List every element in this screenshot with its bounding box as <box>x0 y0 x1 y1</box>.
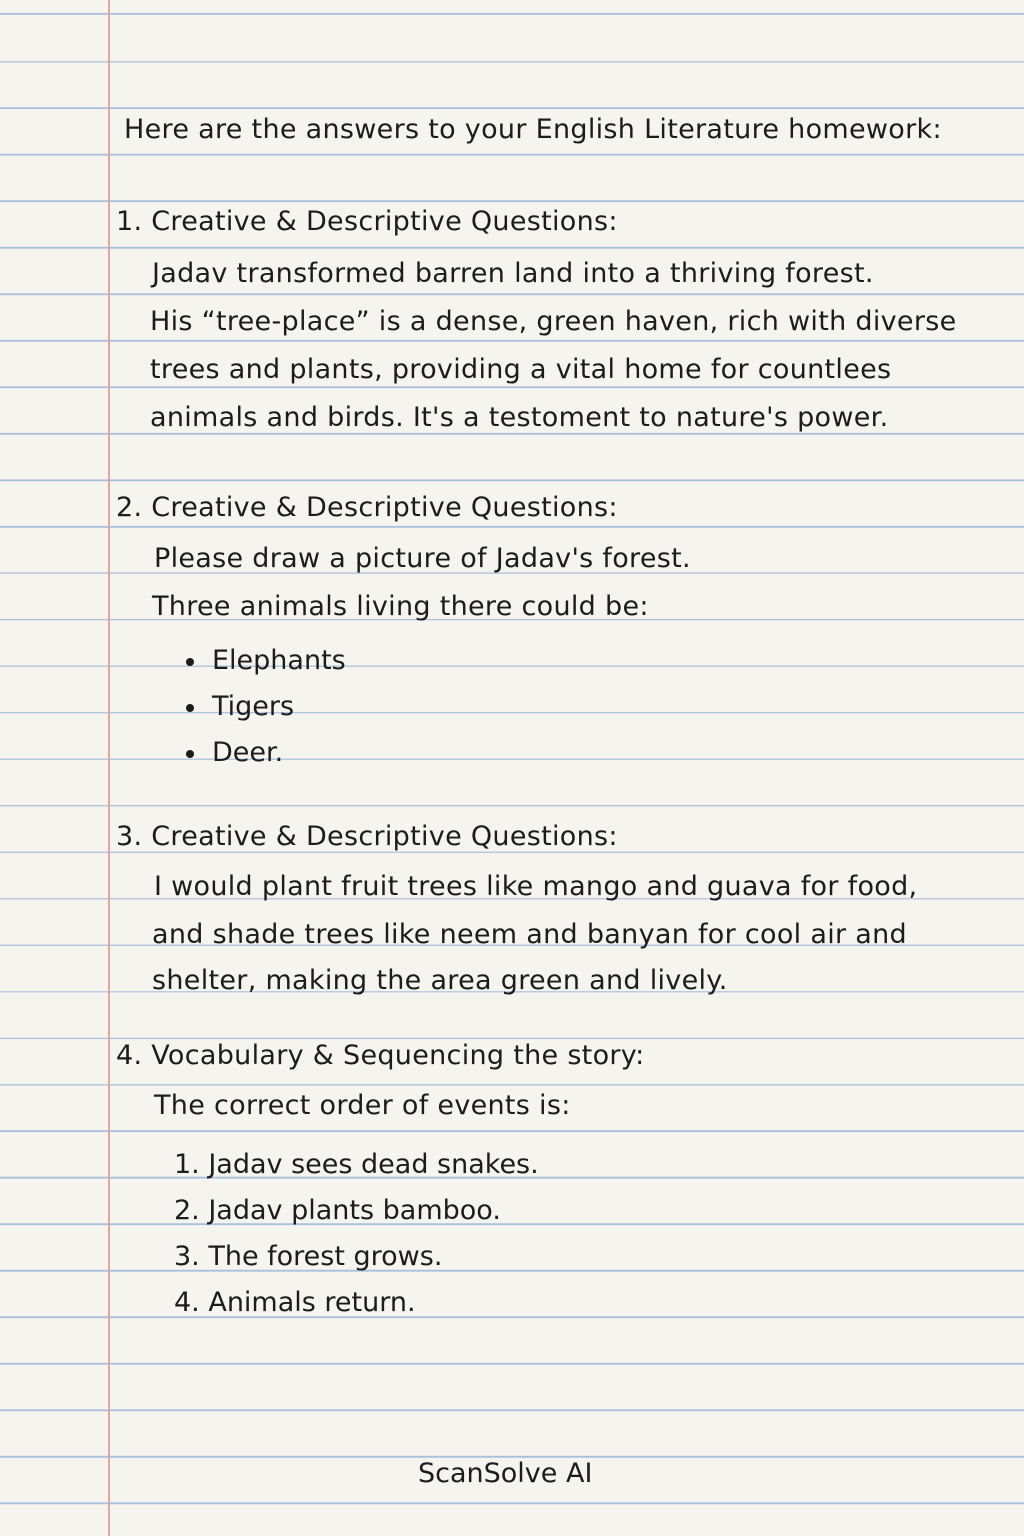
question-2-heading: 2. Creative & Descriptive Questions: <box>116 492 618 523</box>
question-3-line-3: shelter, making the area green and lively. <box>152 965 728 996</box>
footer-signature: ScanSolve AI <box>418 1458 593 1489</box>
question-4-heading: 4. Vocabulary & Sequencing the story: <box>116 1040 645 1071</box>
question-1-line-4: animals and birds. It's a testoment to nature's power. <box>150 402 889 433</box>
bullet-dot-icon <box>186 750 194 758</box>
question-3-line-1: I would plant fruit trees like mango and guava for food, <box>154 871 918 902</box>
ordered-item: 1. Jadav sees dead snakes. <box>174 1149 539 1180</box>
animal-bullet-list <box>212 638 346 776</box>
bullet-label: Elephants <box>212 645 346 676</box>
question-2-line-2: Three animals living there could be: <box>152 591 649 622</box>
question-1-line-1: Jadav transformed barren land into a thriving forest. <box>152 258 874 289</box>
question-3-heading: 3. Creative & Descriptive Questions: <box>116 821 618 852</box>
question-2-line-1: Please draw a picture of Jadav's forest. <box>154 543 691 574</box>
question-1-line-2: His “tree-place” is a dense, green haven, rich with diverse <box>150 306 957 337</box>
question-4-line-1: The correct order of events is: <box>154 1090 571 1121</box>
bullet-item <box>212 638 346 684</box>
bullet-item <box>212 684 346 730</box>
margin-line <box>108 0 110 1536</box>
question-1-line-3: trees and plants, providing a vital home for countlees <box>150 354 892 385</box>
event-order-list <box>174 1142 539 1326</box>
ordered-item: 3. The forest grows. <box>174 1241 443 1272</box>
bullet-dot-icon <box>186 658 194 666</box>
intro-text: Here are the answers to your English Literature homework: <box>124 114 942 145</box>
ordered-item: 4. Animals return. <box>174 1287 416 1318</box>
ordered-item: 2. Jadav plants bamboo. <box>174 1195 501 1226</box>
bullet-label: Tigers <box>212 691 295 722</box>
bullet-label: Deer. <box>212 737 284 768</box>
question-3-line-2: and shade trees like neem and banyan for cool air and <box>152 919 907 950</box>
question-1-heading: 1. Creative & Descriptive Questions: <box>116 206 618 237</box>
bullet-dot-icon <box>186 704 194 712</box>
bullet-item <box>212 730 346 776</box>
